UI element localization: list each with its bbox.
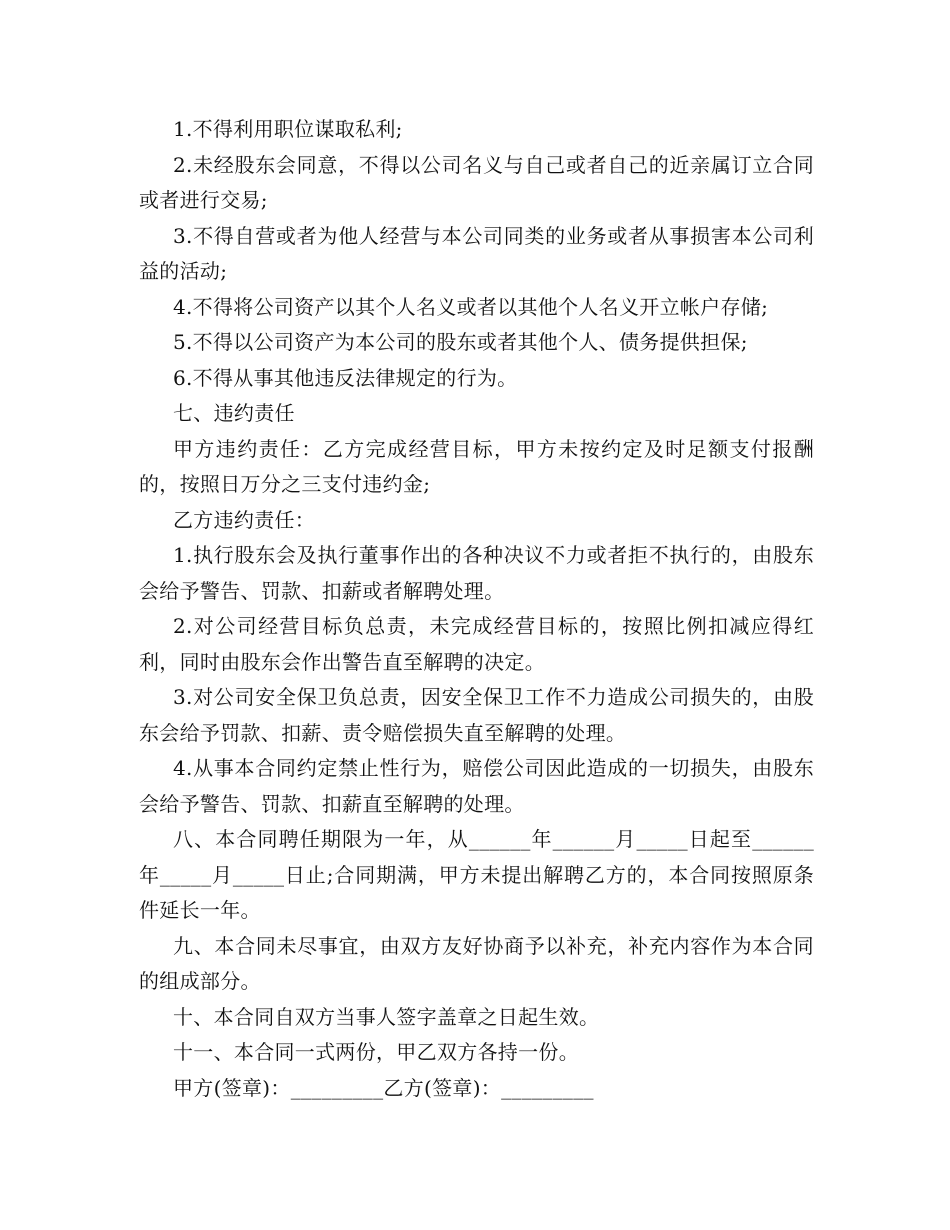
- section-10-effective: 十、本合同自双方当事人签字盖章之日起生效。: [173, 1004, 600, 1029]
- party-b-liability-2: 2.对公司经营目标负总责，未完成经营目标的，按照比例扣减应得红利，同时由股东会作出警告直至解聘的决定。: [139, 614, 814, 674]
- section-8-term: 八、本合同聘任期限为一年，从______年______月_____日起至______年_____月_____日止;合同期满，甲方未提出解聘乙方的，本合同按照原条件延长一年。: [139, 827, 814, 922]
- signature-line: 甲方(签章)：_________乙方(签章)：_________: [173, 1075, 594, 1100]
- contract-body: [139, 112, 814, 1106]
- clause-1-no-private-gain: 1.不得利用职位谋取私利;: [173, 117, 403, 141]
- party-a-liability: 甲方违约责任：乙方完成经营目标，甲方未按约定及时足额支付报酬的，按照日万分之三支付违约金;: [139, 436, 814, 496]
- clause-4-no-personal-accounts: 4.不得将公司资产以其个人名义或者以其他个人名义开立帐户存储;: [173, 294, 769, 319]
- clause-3-no-competing-business: 3.不得自营或者为他人经营与本公司同类的业务或者从事损害本公司利益的活动;: [139, 223, 814, 283]
- party-b-liability-4: 4.从事本合同约定禁止性行为，赔偿公司因此造成的一切损失，由股东会给予警告、罚款、扣薪直至解聘的处理。: [139, 756, 814, 816]
- section-7-heading: 七、违约责任: [173, 401, 295, 425]
- section-9-supplements: 九、本合同未尽事宜，由双方友好协商予以补充，补充内容作为本合同的组成部分。: [139, 933, 814, 993]
- party-b-liability-3: 3.对公司安全保卫负总责，因安全保卫工作不力造成公司损失的，由股东会给予罚款、扣薪、责令赔偿损失直至解聘的处理。: [139, 685, 814, 745]
- clause-6-no-illegal-acts: 6.不得从事其他违反法律规定的行为。: [173, 365, 518, 390]
- clause-5-no-guarantees: 5.不得以公司资产为本公司的股东或者其他个人、债务提供担保;: [173, 330, 748, 354]
- party-b-liability-1: 1.执行股东会及执行董事作出的各种决议不力或者拒不执行的，由股东会给予警告、罚款、扣薪或者解聘处理。: [139, 543, 814, 603]
- section-11-copies: 十一、本合同一式两份，甲乙双方各持一份。: [173, 1040, 579, 1064]
- party-b-liability-heading: 乙方违约责任：: [173, 507, 316, 532]
- clause-2-no-related-transactions: 2.未经股东会同意，不得以公司名义与自己或者自己的近亲属订立合同或者进行交易;: [139, 152, 814, 212]
